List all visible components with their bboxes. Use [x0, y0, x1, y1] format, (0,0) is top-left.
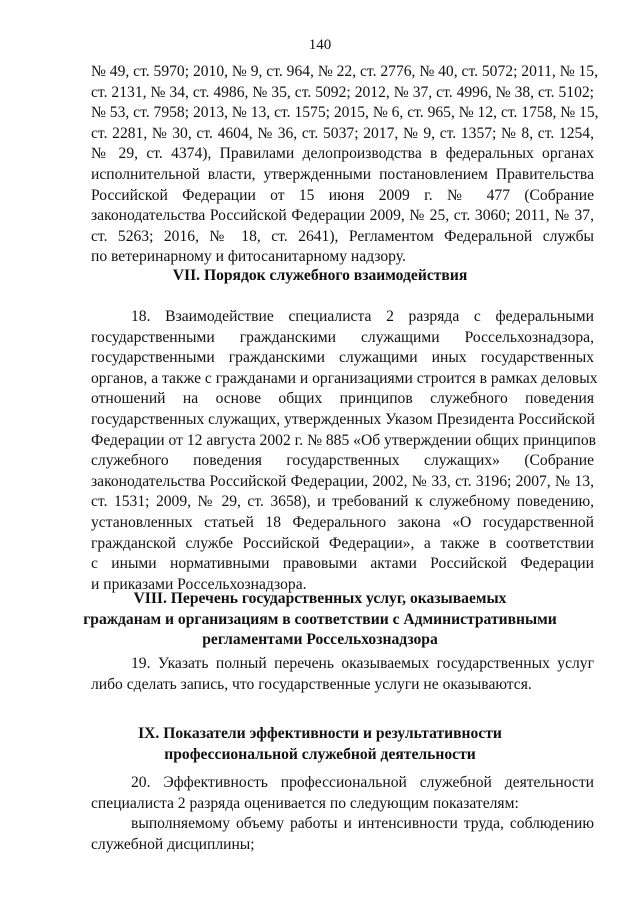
- text-line: выполняемому объему работы и интенсивности труда, соблюдению: [131, 815, 594, 833]
- text-line: отношений на основе общих принципов служебного поведения: [91, 390, 594, 408]
- heading-line: VIII. Перечень государственных услуг, оказываемых: [133, 590, 507, 607]
- text-line: органов, а также с гражданами и организациями строится в рамках деловых: [91, 369, 598, 387]
- text-line: государственными гражданскими служащими Россельхознадзора,: [91, 328, 594, 346]
- text-line: Российской Федерации от 15 июня 2009 г. № 477 (Собрание: [91, 186, 594, 204]
- text-line: № 29, ст. 4374), Правилами делопроизводства в федеральных органах: [91, 145, 594, 163]
- text-line: 18. Взаимодействие специалиста 2 разряда с федеральными: [131, 308, 594, 325]
- text-line: 19. Указать полный перечень оказываемых государственных услуг: [131, 655, 594, 672]
- text-line: законодательства Российской Федерации, 2002, № 33, ст. 3196; 2007, № 13,: [91, 472, 594, 490]
- heading-line: регламентами Россельхознадзора: [202, 631, 438, 649]
- text-line: специалиста 2 разряда оценивается по следующим показателям:: [91, 794, 519, 812]
- text-line: либо сделать запись, что государственные услуги не оказываются.: [91, 675, 532, 693]
- text-line: исполнительной власти, утвержденными постановлением Правительства: [91, 165, 594, 183]
- section-heading-ix: [0, 724, 640, 765]
- heading-line: IX. Показатели эффективности и результативности: [138, 725, 502, 742]
- text-line: № 49, ст. 5970; 2010, № 9, ст. 964, № 22, ст. 2776, № 40, ст. 5072; 2011, № 15,: [91, 63, 598, 80]
- text-line: государственных служащих, утвержденных Указом Президента Российской: [91, 410, 596, 428]
- text-line: 20. Эффективность профессиональной служебной деятельности: [131, 774, 594, 791]
- text-line: по ветеринарному и фитосанитарному надзору.: [91, 248, 406, 266]
- text-line: ст. 2131, № 34, ст. 4986, № 35, ст. 5092; 2012, № 37, ст. 4996, № 38, ст. 5102;: [91, 83, 594, 101]
- section-heading-viii: [0, 589, 640, 651]
- text-line: гражданской службе Российской Федерации», а также в соответствии: [91, 534, 594, 552]
- text-line: Федерации от 12 августа 2002 г. № 885 «Об утверждении общих принципов: [91, 431, 597, 449]
- paragraph-continuation: [91, 62, 599, 268]
- text-line: служебной дисциплины;: [91, 835, 255, 853]
- paragraph-19: [91, 654, 594, 695]
- heading-line: профессиональной служебной деятельности: [164, 745, 476, 763]
- section-heading-vii: [0, 266, 640, 287]
- text-line: государственными гражданскими служащими иных государственных: [91, 349, 594, 367]
- text-line: ст. 5263; 2016, № 18, ст. 2641), Регламентом Федеральной службы: [91, 227, 594, 245]
- text-line: ст. 1531; 2009, № 29, ст. 3658), и требований к служебному поведению,: [91, 493, 594, 511]
- text-line: служебного поведения государственных служащих» (Собрание: [91, 452, 594, 470]
- text-line: с иными нормативными правовыми актами Российской Федерации: [91, 555, 594, 573]
- heading-line: VII. Порядок служебного взаимодействия: [172, 267, 468, 284]
- paragraph-20: [91, 773, 594, 855]
- text-line: ст. 2281, № 30, ст. 4604, № 36, ст. 5037; 2017, № 9, ст. 1357; № 8, ст. 1254,: [91, 124, 594, 142]
- page-number: 140: [308, 37, 332, 53]
- text-line: и приказами Россельхознадзора.: [91, 575, 307, 593]
- text-line: законодательства Российской Федерации 2009, № 25, ст. 3060; 2011, № 37,: [91, 207, 594, 225]
- text-line: № 53, ст. 7958; 2013, № 13, ст. 1575; 2015, № 6, ст. 965, № 12, ст. 1758, № 15,: [91, 104, 599, 122]
- heading-line: гражданам и организациям в соответствии с Административными: [83, 610, 557, 628]
- text-line: установленных статьей 18 Федерального закона «О государственной: [91, 513, 594, 531]
- paragraph-18: [91, 307, 598, 595]
